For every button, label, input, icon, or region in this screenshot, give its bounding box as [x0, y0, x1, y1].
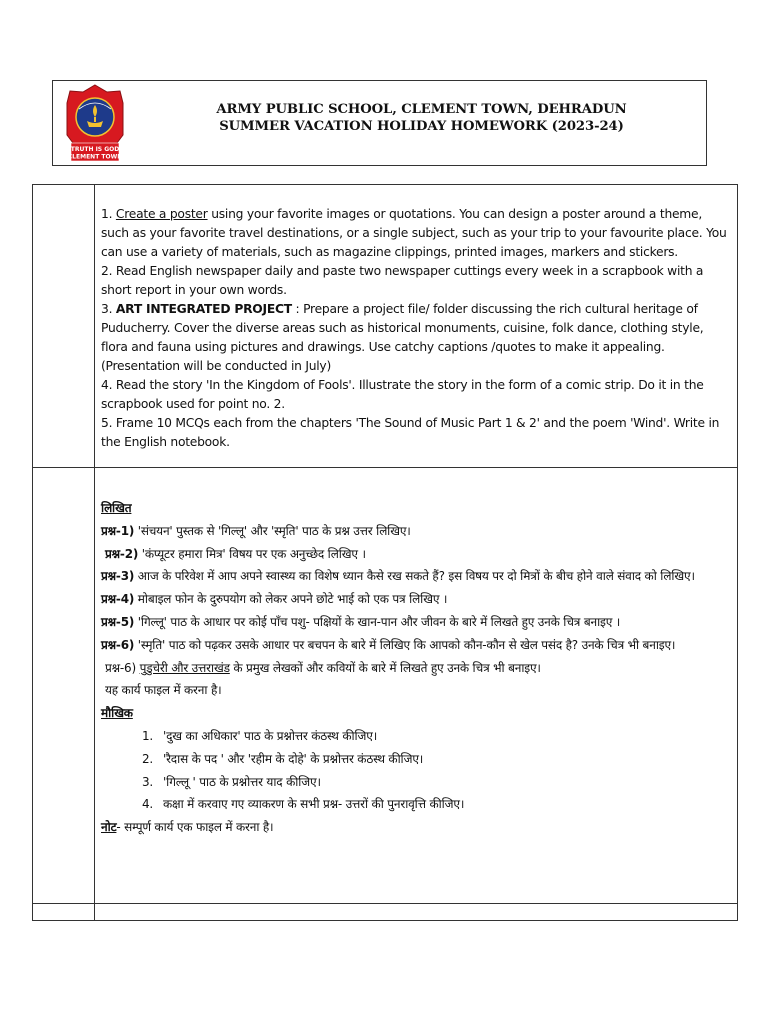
hindi-section: [101, 497, 731, 839]
oral-item: 1. 'दुख का अधिकार' पाठ के प्रश्नोत्तर कंठस्थ कीजिए।: [141, 728, 378, 743]
hindi-q4: प्रश्न-4) मोबाइल फोन के दुरुपयोग को लेकर अपने छोटे भाई को एक पत्र लिखिए ।: [101, 592, 448, 607]
hindi-q2: प्रश्न-2) 'कंप्यूटर हमारा मित्र' विषय पर एक अनुच्छेद लिखिए ।: [105, 546, 366, 561]
english-section: [101, 205, 731, 452]
school-logo: [65, 83, 125, 163]
presentation-note: (Presentation will be conducted in July): [101, 359, 331, 373]
document-title: [143, 101, 700, 135]
school-name: ARMY PUBLIC SCHOOL, CLEMENT TOWN, DEHRADUN: [216, 102, 627, 117]
column-divider: [94, 185, 95, 920]
logo-motto-2: CLEMENT TOWN: [67, 153, 123, 161]
logo-motto-1: TRUTH IS GOD: [70, 146, 120, 153]
file-instruction: यह कार्य फाइल में करना है।: [105, 683, 222, 698]
english-item-2: 2. Read English newspaper daily and paste two newspaper cuttings every week in a scrapbook with a short report in your own words.: [101, 264, 704, 297]
hindi-q6: प्रश्न-6) 'स्मृति' पाठ को पढ़कर उसके आधार पर बचपन के बारे में लिखिए कि आपको कौन-कौन से खेल पसंद है? उनके चित्र भी बनाइए।: [101, 637, 676, 652]
art-project-label: ART INTEGRATED PROJECT: [115, 302, 292, 316]
note-line: नोट- सम्पूर्ण कार्य एक फाइल में करना है।: [101, 820, 274, 835]
english-item-3: 3. ART INTEGRATED PROJECT : Prepare a project file/ folder discussing the rich cultural heritage of Puducherry. Cover the diverse areas such as historical monuments, cuisine, folk dance, clothing style, flora and fauna using pictures and drawings. Use catchy captions /quotes to make it appealing.: [101, 302, 704, 354]
hindi-q3: प्रश्न-3) आज के परिवेश में आप अपने स्वास्थ्य का विशेष ध्यान कैसे रख सकते हैं? इस विषय पर दो मित्रों के बीच होने वाले संवाद को लिखिए।: [101, 569, 695, 584]
row-divider: [33, 903, 737, 904]
oral-item: 2. 'रैदास के पद ' और 'रहीम के दोहे' के प्रश्नोत्तर कंठस्थ कीजिए।: [141, 751, 424, 766]
english-item-1: 1. Create a poster using your favorite images or quotations. You can design a poster around a theme, such as your favorite travel destinations, or a single subject, such as your trip to your favourite place. You can use a variety of materials, such as magazine clippings, printed images, markers and stickers.: [101, 207, 727, 259]
header-box: [52, 80, 707, 166]
oral-item: 4. कक्षा में करवाए गए व्याकरण के सभी प्रश्न- उत्तरों की पुनरावृत्ति कीजिए।: [141, 797, 465, 812]
oral-item: 3. 'गिल्लू ' पाठ के प्रश्नोत्तर याद कीजिए।: [141, 774, 321, 789]
row-divider: [33, 467, 737, 468]
english-item-5: 5. Frame 10 MCQs each from the chapters 'The Sound of Music Part 1 & 2' and the poem 'Wind'. Write in the English notebook.: [101, 416, 720, 449]
poster-link[interactable]: Create a poster: [115, 207, 208, 221]
english-item-4: 4. Read the story 'In the Kingdom of Fools'. Illustrate the story in the form of a comic strip. Do it in the scrapbook used for point no. 2.: [101, 378, 704, 411]
puducherry-uttarakhand-link[interactable]: पुडुचेरी और उत्तराखंड: [139, 660, 230, 675]
maukhik-heading: मौखिक: [101, 706, 133, 721]
hindi-q5: प्रश्न-5) 'गिल्लू' पाठ के आधार पर कोई पाँच पशु- पक्षियों के खान-पान और जीवन के बारे में लिखते हुए उनके चित्र बनाइए ।: [101, 614, 621, 629]
likhit-heading: लिखित: [101, 501, 132, 515]
hindi-q6b: प्रश्न-6) पुडुचेरी और उत्तराखंड के प्रमुख लेखकों और कवियों के बारे में लिखते हुए उनके चित्र भी बनाइए।: [105, 660, 541, 675]
hindi-q1: प्रश्न-1) 'संचयन' पुस्तक से 'गिल्लू' और 'स्मृति' पाठ के प्रश्न उत्तर लिखिए।: [101, 523, 411, 538]
homework-title: SUMMER VACATION HOLIDAY HOMEWORK (2023-24): [219, 119, 624, 134]
